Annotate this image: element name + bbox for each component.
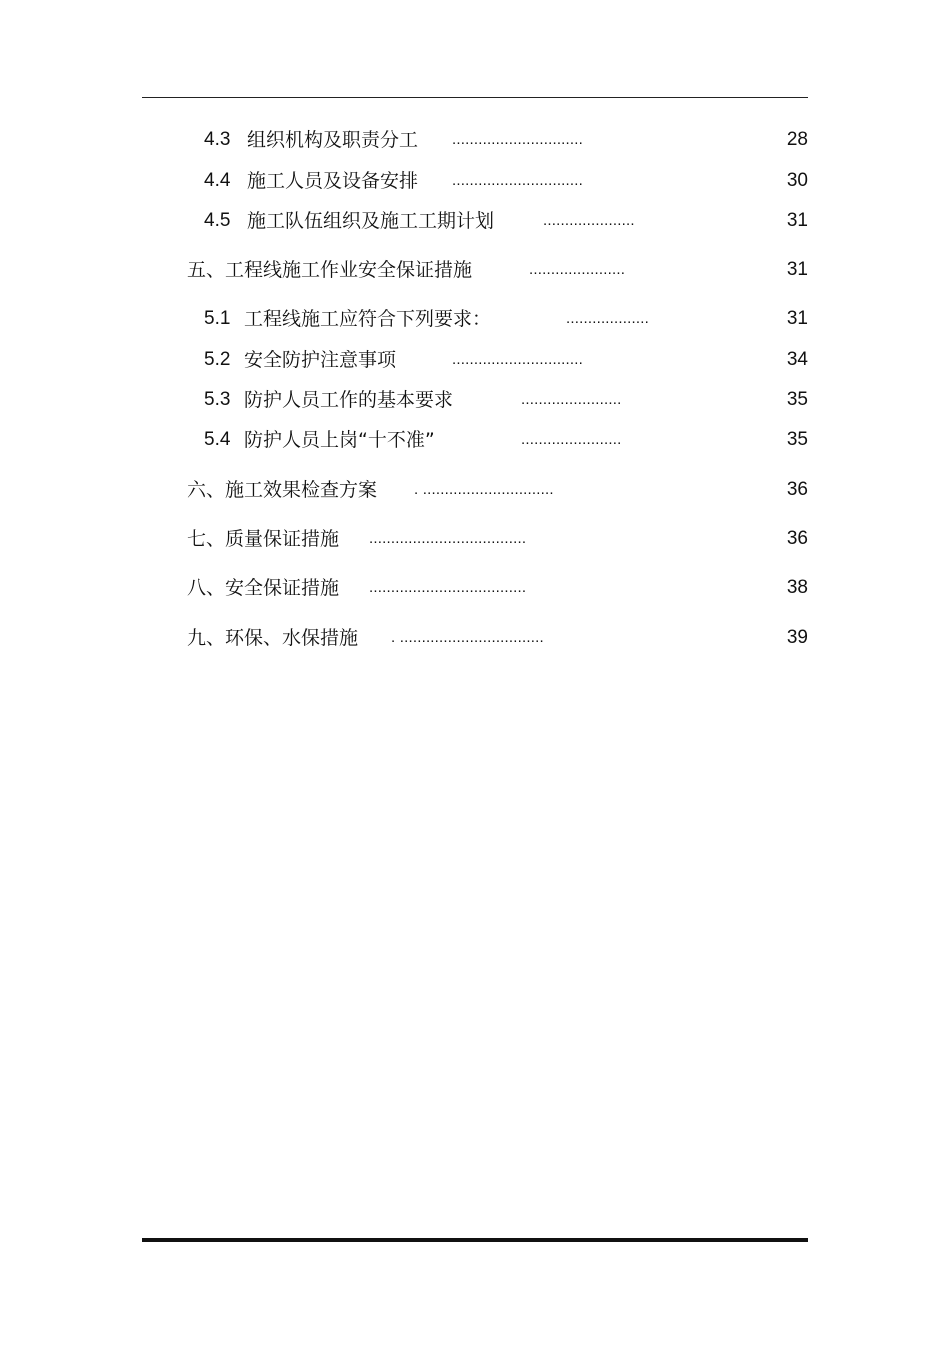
toc-entry-leader: ....................... bbox=[521, 391, 622, 408]
toc-entry-number: 4.5 bbox=[204, 210, 231, 231]
toc-entry-leader: ....................... bbox=[521, 431, 622, 448]
toc-entry-title: 工程线施工应符合下列要求： bbox=[244, 308, 492, 330]
toc-entry-chapter-7[interactable] bbox=[0, 525, 950, 553]
toc-entry-page: 35 bbox=[786, 429, 808, 450]
toc-entry-title: 九、环保、水保措施 bbox=[187, 627, 359, 649]
toc-entry-4-5[interactable] bbox=[0, 207, 950, 235]
toc-entry-number: 5.1 bbox=[204, 308, 231, 329]
toc-entry-title: 七、质量保证措施 bbox=[187, 528, 340, 550]
footer-rule bbox=[142, 1238, 808, 1242]
toc-entry-5-4[interactable] bbox=[0, 426, 950, 454]
toc-entry-leader: ...................... bbox=[529, 261, 626, 278]
toc-entry-page: 39 bbox=[786, 627, 808, 648]
toc-entry-title: 六、施工效果检查方案 bbox=[187, 479, 378, 501]
toc-entry-4-4[interactable] bbox=[0, 167, 950, 195]
toc-entry-number: 5.3 bbox=[204, 389, 231, 410]
toc-entry-number: 4.3 bbox=[204, 129, 231, 150]
toc-entry-title: 防护人员上岗“十不准” bbox=[244, 429, 435, 451]
toc-entry-number: 5.4 bbox=[204, 429, 231, 450]
toc-entry-leader: .............................. bbox=[452, 172, 584, 189]
toc-entry-title: 组织机构及职责分工 bbox=[247, 129, 419, 151]
toc-entry-chapter-5[interactable] bbox=[0, 256, 950, 284]
toc-entry-leader: . ................................. bbox=[391, 629, 544, 646]
header-rule bbox=[142, 97, 808, 98]
toc-entry-leader: .................................... bbox=[369, 530, 527, 547]
toc-entry-page: 38 bbox=[786, 577, 808, 598]
toc-entry-title: 施工队伍组织及施工工期计划 bbox=[247, 210, 495, 232]
toc-entry-leader: .................................... bbox=[369, 579, 527, 596]
toc-entry-title: 八、安全保证措施 bbox=[187, 577, 340, 599]
toc-entry-leader: .............................. bbox=[452, 351, 584, 368]
toc-entry-page: 31 bbox=[786, 259, 808, 280]
toc-entry-leader: ..................... bbox=[543, 212, 635, 229]
toc-entry-title: 安全防护注意事项 bbox=[244, 349, 397, 371]
toc-entry-chapter-6[interactable] bbox=[0, 476, 950, 504]
toc-entry-4-3[interactable] bbox=[0, 126, 950, 154]
toc-entry-number: 4.4 bbox=[204, 170, 231, 191]
toc-entry-5-2[interactable] bbox=[0, 346, 950, 374]
toc-entry-number: 5.2 bbox=[204, 349, 231, 370]
toc-entry-page: 31 bbox=[786, 210, 808, 231]
toc-entry-page: 28 bbox=[786, 129, 808, 150]
toc-entry-leader: . .............................. bbox=[414, 481, 554, 498]
toc-entry-page: 34 bbox=[786, 349, 808, 370]
toc-entry-chapter-8[interactable] bbox=[0, 574, 950, 602]
toc-entry-title: 施工人员及设备安排 bbox=[247, 170, 419, 192]
toc-entry-chapter-9[interactable] bbox=[0, 624, 950, 652]
toc-entry-page: 36 bbox=[786, 528, 808, 549]
toc-entry-5-1[interactable] bbox=[0, 305, 950, 333]
toc-entry-5-3[interactable] bbox=[0, 386, 950, 414]
toc-entry-title: 五、工程线施工作业安全保证措施 bbox=[187, 259, 473, 281]
toc-entry-page: 30 bbox=[786, 170, 808, 191]
toc-entry-leader: ................... bbox=[566, 310, 649, 327]
toc-entry-page: 31 bbox=[786, 308, 808, 329]
toc-entry-page: 35 bbox=[786, 389, 808, 410]
toc-entry-title: 防护人员工作的基本要求 bbox=[244, 389, 454, 411]
toc-entry-leader: .............................. bbox=[452, 131, 584, 148]
toc-entry-page: 36 bbox=[786, 479, 808, 500]
